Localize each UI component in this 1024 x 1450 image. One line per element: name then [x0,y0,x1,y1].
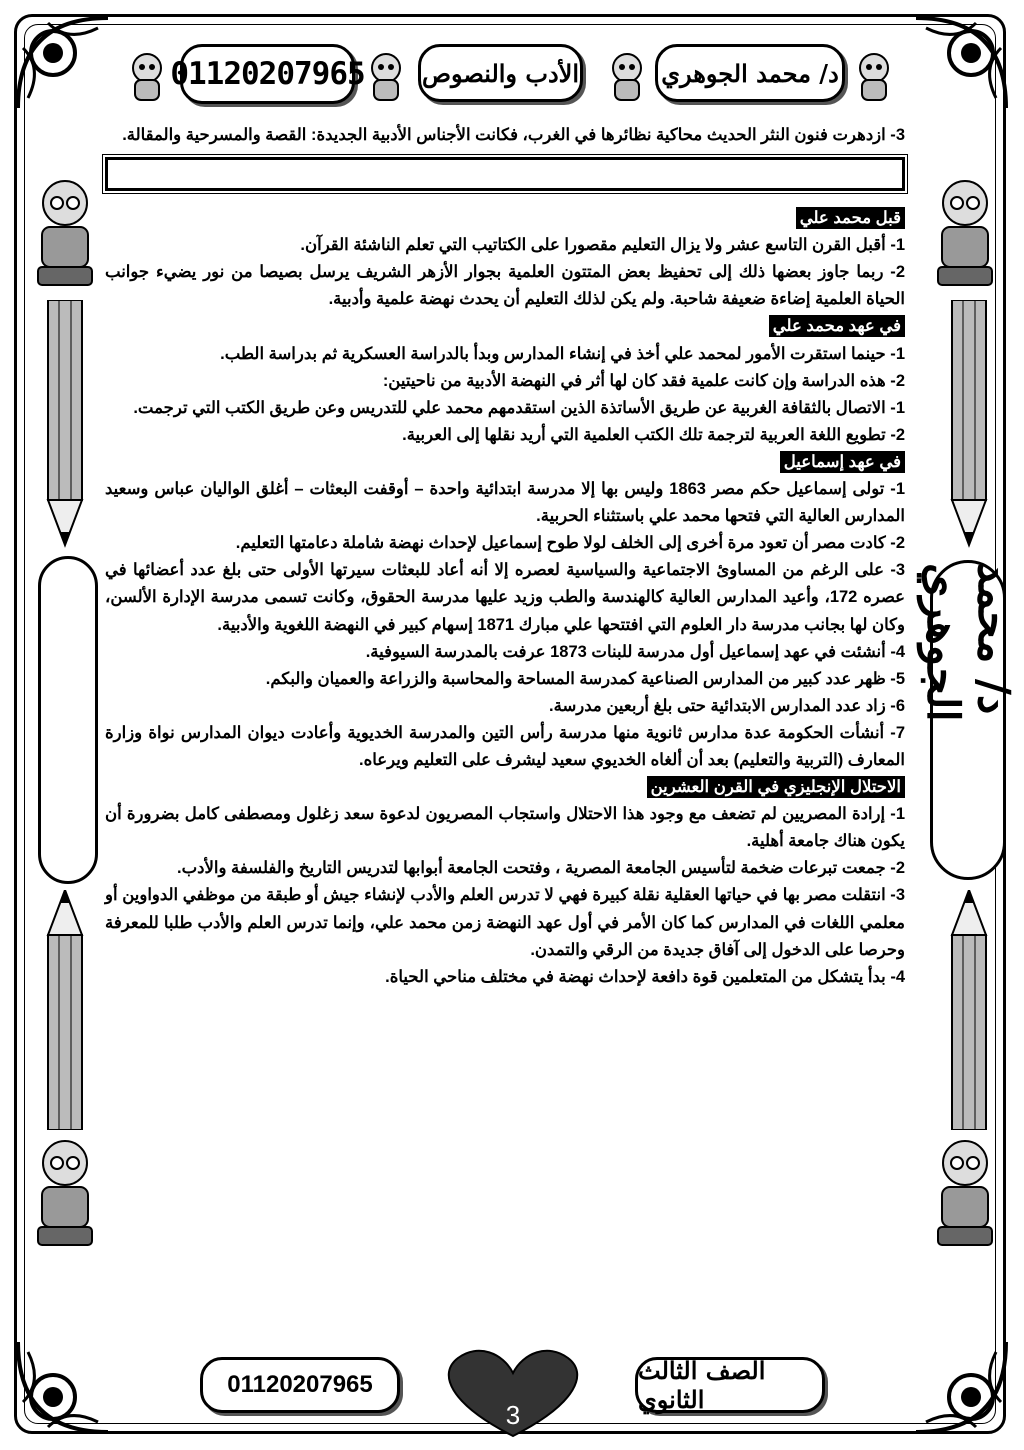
document-body [105,122,905,991]
pencil-icon [40,890,90,1130]
header-phone: 01120207965 [180,44,355,104]
side-blank-label [38,556,98,884]
list-item: 1- الاتصال بالثقافة الغربية عن طريق الأساتذة الذين استقدمهم محمد علي للتدريس وعن طريق الكتب التي ترجمت. [133,398,905,417]
section-ismail-era [105,449,905,774]
mascot-icon [364,50,409,105]
reading-kid-icon [930,175,1000,290]
blank-box [105,157,905,191]
corner-ornament-bottom-right [906,1332,1016,1442]
side-teacher-text: د/ محمد الجوهري [917,563,1019,722]
section-title: في عهد إسماعيل [780,451,905,473]
pencil-icon [944,300,994,550]
list-item: 1- حينما استقرت الأمور لمحمد علي أخذ في إنشاء المدارس وبدأ بالدراسة العسكرية ثم بدراسة الطب. [220,344,905,363]
list-item: 1- أقبل القرن التاسع عشر ولا يزال التعليم مقصورا على الكتاتيب التي تعلم الناشئة القرآن. [300,236,905,255]
header-subject: الأدب والنصوص [418,44,583,102]
list-item: 7- أنشأت الحكومة عدة مدارس ثانوية منها مدرسة رأس التين والمدرسة الخديوية وأعادت ديوان المدارس نواة وزارة المعارف (التربية والتعليم) بعد أن ألغاه الخديوي سعيد ليشرف على التعليم ويرعاه. [105,723,905,769]
section-before-muhammad-ali [105,205,905,313]
section-muhammad-ali-era [105,313,905,448]
list-item: 1- إرادة المصريين لم تضعف مع وجود هذا الاحتلال واستجاب المصريون لدعوة سعد زغلول ومصطفى كامل بضرورة أن يكون هناك جامعة أهلية. [105,805,905,851]
section-british-occupation [105,774,905,991]
pencil-icon [40,300,90,550]
list-item: 2- ربما جاوز بعضها ذلك إلى تحفيظ بعض المتتون العلمية بجوار الأزهر الشريف يرسل بصيصا من نور يضيء جوانب الحياة العلمية إضاءة ضعيفة شاحبة. ولم يكن لذلك التعليم أن يحدث نهضة علمية وأدبية. [105,263,905,309]
list-item: 2- هذه الدراسة وإن كانت علمية فقد كان لها أثر في النهضة الأدبية من ناحيتين: [382,371,905,390]
footer-grade: الصف الثالث الثانوي [635,1357,825,1413]
side-teacher-label [917,560,1019,880]
section-title: الاحتلال الإنجليزي في القرن العشرين [647,776,905,798]
header-teacher: د/ محمد الجوهري [655,44,845,102]
section-title: في عهد محمد علي [769,315,905,337]
corner-ornament-top-right [906,8,1016,118]
list-item: 5- ظهر عدد كبير من المدارس الصناعية كمدرسة المساحة والمحاسبة والزراعة والعميان والبكم. [265,669,905,688]
list-item: 4- أنشئت في عهد إسماعيل أول مدرسة للبنات 1873 عرفت بالمدرسة السيوفية. [365,642,905,661]
section-title: قبل محمد علي [796,207,905,229]
list-item: 6- زاد عدد المدارس الابتدائية حتى بلغ أربعين مدرسة. [549,696,905,715]
list-item: 3- انتقلت مصر بها في حياتها العقلية نقلة كبيرة فهي لا تدرس العلم والأدب لإنشاء جيش أو طبقة من موظفي الدواوين أو معلمي اللغات في المدارس كما كان الأمر في أول عهد النهضة زمن محمد علي، وإنما تدرس العلم والأدب طلبا للمعرفة وحرصا على الدخول إلى آفاق جديدة من الرقي والتمدن. [105,886,905,959]
corner-ornament-bottom-left [8,1332,118,1442]
list-item: 3- على الرغم من المساوئ الاجتماعية والسياسية لعصره إلا أنه أعاد للبعثات سيرتها الأولى حتى بلغ عدد أعضائها في عصره 172، وأعيد المدارس العالية كالهندسة والطب وزيد عليها مدرسة الحقوق، وكانت تسمى مدرسة الإدارة الألسن، وكان لها بجانب مدرسة دار العلوم التي افتتحها علي مبارك 1871 إسهام كبير في النهضة اللغوية والأدبية. [105,561,905,634]
mascot-icon [852,50,897,105]
mascot-icon [125,50,170,105]
list-item: 2- كادت مصر أن تعود مرة أخرى إلى الخلف لولا طوح إسماعيل لإحداث نهضة شاملة دعامتها التعليم. [235,534,905,553]
page-number: 3 [505,1400,521,1430]
reading-kid-icon [930,1135,1000,1250]
corner-ornament-top-left [8,8,118,118]
list-item: 2- جمعت تبرعات ضخمة لتأسيس الجامعة المصرية ، وفتحت الجامعة أبوابها لتدريس التاريخ والفلسفة والأدب. [177,859,905,878]
mascot-icon [605,50,650,105]
footer-phone: 01120207965 [200,1357,400,1413]
intro-paragraph: 3- ازدهرت فنون النثر الحديث محاكية نظائرها في الغرب، فكانت الأجناس الأدبية الجديدة: القصة والمسرحية والمقالة. [122,126,905,144]
reading-kid-icon [30,1135,100,1250]
list-item: 1- تولى إسماعيل حكم مصر 1863 وليس بها إلا مدرسة ابتدائية واحدة – أوقفت البعثات – أغلق الواليان عباس وسعيد المدارس العالية التي فتحها محمد علي باستثناء الحربية. [105,480,905,526]
list-item: 2- تطويع اللغة العربية لترجمة تلك الكتب العلمية التي أريد نقلها إلى العربية. [402,425,905,444]
pencil-icon [944,890,994,1130]
reading-kid-icon [30,175,100,290]
list-item: 4- بدأ يتشكل من المتعلمين قوة دافعة لإحداث نهضة في مختلف مناحي الحياة. [385,967,905,986]
